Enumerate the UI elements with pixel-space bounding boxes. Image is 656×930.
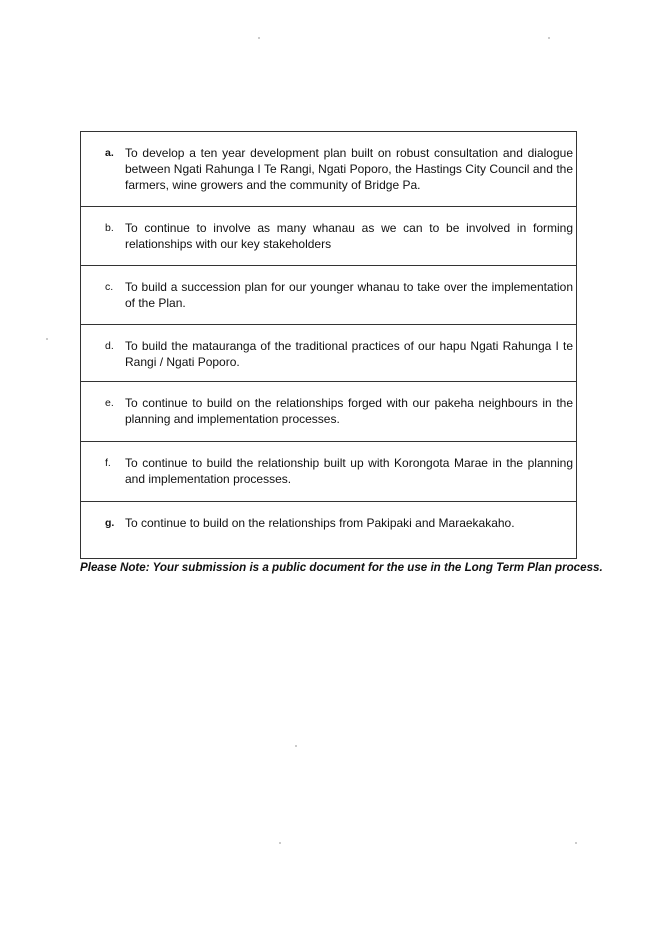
objective-row-a (81, 132, 576, 207)
public-document-note: Please Note: Your submission is a public document for the use in the Long Term Plan process. (80, 561, 603, 574)
objective-row-b (81, 207, 576, 266)
scan-speck (295, 745, 297, 747)
objective-row-f (81, 442, 576, 502)
objective-marker: f. (105, 457, 111, 469)
objective-row-e (81, 382, 576, 442)
objective-text: To continue to build the relationship built up with Korongota Marae in the planning and implementation processes. (125, 456, 573, 486)
objective-row-d (81, 325, 576, 382)
objective-text: To develop a ten year development plan built on robust consultation and dialogue between Ngati Rahunga I Te Rangi, Ngati Poporo, the Hastings City Council and the farmers, wine growers and the community of Bridge Pa. (125, 146, 573, 192)
objective-text: To continue to build on the relationships forged with our pakeha neighbours in the planning and implementation processes. (125, 396, 573, 426)
objective-row-g (81, 502, 576, 558)
scan-speck (46, 338, 48, 340)
objective-text: To continue to involve as many whanau as we can to be involved in forming relationships with our key stakeholders (125, 221, 573, 251)
objective-marker: d. (105, 340, 114, 352)
objectives-table (80, 131, 577, 559)
objective-marker: e. (105, 397, 114, 409)
objective-marker: a. (105, 147, 114, 159)
scan-speck (258, 37, 260, 39)
objective-text: To build the matauranga of the traditional practices of our hapu Ngati Rahunga I te Rangi / Ngati Poporo. (125, 339, 573, 369)
scan-speck (575, 842, 577, 844)
objective-text: To continue to build on the relationships from Pakipaki and Maraekakaho. (125, 516, 515, 530)
scan-speck (548, 37, 550, 39)
objective-marker: c. (105, 281, 114, 293)
objective-marker: g. (105, 517, 115, 529)
scan-speck (279, 842, 281, 844)
objective-text: To build a succession plan for our younger whanau to take over the implementation of the Plan. (125, 280, 573, 310)
objective-row-c (81, 266, 576, 325)
objective-marker: b. (105, 222, 114, 234)
